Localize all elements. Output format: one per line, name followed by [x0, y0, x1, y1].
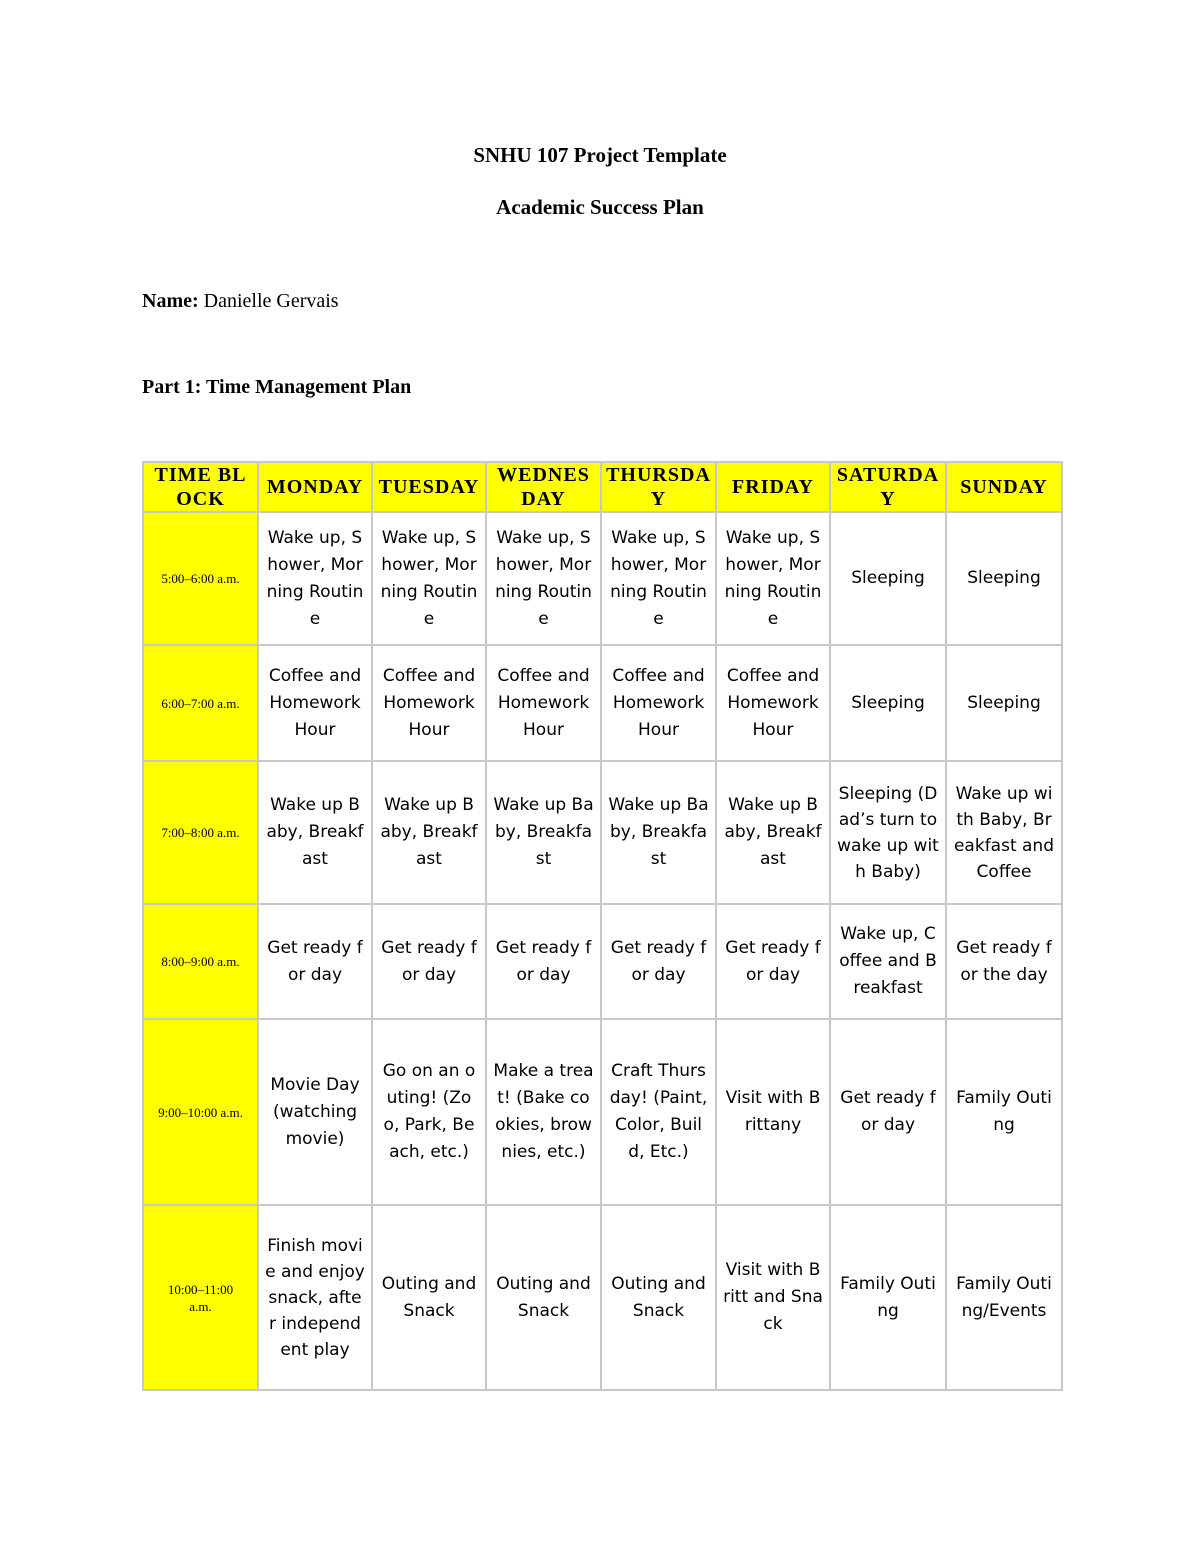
schedule-cell: Sleeping [946, 512, 1062, 645]
time-cell: 8:00–9:00 a.m. [143, 904, 258, 1019]
document-title: SNHU 107 Project Template [473, 143, 727, 167]
schedule-cell: Get ready for the day [946, 904, 1062, 1019]
schedule-cell: Visit with Brittany [716, 1019, 830, 1205]
schedule-cell: Wake up Baby, Breakfast [601, 761, 716, 904]
name-label: Name: [142, 290, 199, 312]
table-row [143, 761, 1062, 904]
name-value: Danielle Gervais [203, 290, 339, 312]
schedule-cell: Wake up Baby, Breakfast [372, 761, 486, 904]
time-cell: 5:00–6:00 a.m. [143, 512, 258, 645]
table-row [143, 1205, 1062, 1390]
schedule-cell: Wake up Baby, Breakfast [716, 761, 830, 904]
schedule-cell: Sleeping [946, 645, 1062, 761]
header-sunday: SUNDAY [946, 462, 1062, 512]
schedule-cell: Sleeping [830, 645, 946, 761]
schedule-cell: Movie Day (watching movie) [258, 1019, 372, 1205]
header-time-block: TIME BLOCK [143, 462, 258, 512]
schedule-cell: Get ready for day [258, 904, 372, 1019]
schedule-cell: Sleeping (Dad’s turn to wake up with Baby) [830, 761, 946, 904]
header-saturday: SATURDAY [830, 462, 946, 512]
schedule-cell: Family Outing [830, 1205, 946, 1390]
header-friday: FRIDAY [716, 462, 830, 512]
schedule-cell: Get ready for day [486, 904, 601, 1019]
schedule-cell: Wake up Baby, Breakfast [486, 761, 601, 904]
schedule-cell: Coffee and Homework Hour [372, 645, 486, 761]
schedule-cell: Wake up, Coffee and Breakfast [830, 904, 946, 1019]
table-row [143, 512, 1062, 645]
time-cell: 6:00–7:00 a.m. [143, 645, 258, 761]
schedule-cell: Sleeping [830, 512, 946, 645]
time-cell: 10:00–11:00 a.m. [143, 1205, 258, 1390]
schedule-cell: Wake up, Shower, Morning Routine [601, 512, 716, 645]
schedule-cell: Get ready for day [716, 904, 830, 1019]
schedule-cell: Get ready for day [601, 904, 716, 1019]
schedule-cell: Coffee and Homework Hour [486, 645, 601, 761]
table-row [143, 645, 1062, 761]
document-subtitle: Academic Success Plan [496, 195, 704, 219]
schedule-cell: Wake up, Shower, Morning Routine [258, 512, 372, 645]
schedule-cell: Visit with Britt and Snack [716, 1205, 830, 1390]
schedule-cell: Wake up with Baby, Breakfast and Coffee [946, 761, 1062, 904]
schedule-cell: Outing and Snack [486, 1205, 601, 1390]
header-monday: MONDAY [258, 462, 372, 512]
header-row [143, 462, 1062, 512]
schedule-cell: Wake up, Shower, Morning Routine [716, 512, 830, 645]
schedule-cell: Family Outing/Events [946, 1205, 1062, 1390]
schedule-cell: Coffee and Homework Hour [601, 645, 716, 761]
schedule-cell: Outing and Snack [372, 1205, 486, 1390]
header-tuesday: TUESDAY [372, 462, 486, 512]
schedule-cell: Craft Thursday! (Paint, Color, Build, Etc.) [601, 1019, 716, 1205]
schedule-cell: Make a treat! (Bake cookies, brownies, etc.) [486, 1019, 601, 1205]
time-cell: 7:00–8:00 a.m. [143, 761, 258, 904]
schedule-cell: Coffee and Homework Hour [258, 645, 372, 761]
schedule-cell: Go on an outing! (Zoo, Park, Beach, etc.) [372, 1019, 486, 1205]
schedule-cell: Get ready for day [372, 904, 486, 1019]
schedule-cell: Finish movie and enjoy snack, after independent play [258, 1205, 372, 1390]
schedule-cell: Wake up, Shower, Morning Routine [486, 512, 601, 645]
header-thursday: THURSDAY [601, 462, 716, 512]
part-heading: Part 1: Time Management Plan [142, 376, 412, 398]
schedule-cell: Wake up, Shower, Morning Routine [372, 512, 486, 645]
time-cell: 9:00–10:00 a.m. [143, 1019, 258, 1205]
table-row [143, 1019, 1062, 1205]
schedule-table [142, 461, 1063, 1391]
header-wednesday: WEDNESDAY [486, 462, 601, 512]
name-line [142, 290, 339, 313]
schedule-cell: Outing and Snack [601, 1205, 716, 1390]
schedule-cell: Get ready for day [830, 1019, 946, 1205]
schedule-cell: Wake up Baby, Breakfast [258, 761, 372, 904]
schedule-cell: Coffee and Homework Hour [716, 645, 830, 761]
table-row [143, 904, 1062, 1019]
schedule-cell: Family Outing [946, 1019, 1062, 1205]
